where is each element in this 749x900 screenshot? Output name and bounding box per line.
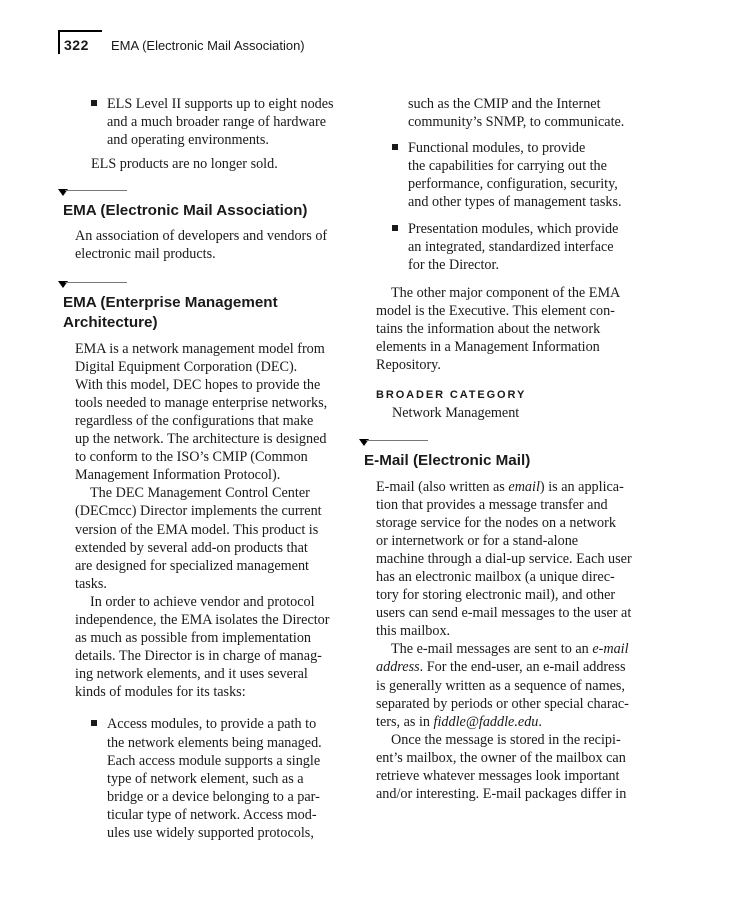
text-line: tools needed to manage enterprise networks, [75, 394, 328, 411]
emphasis: email [508, 478, 540, 495]
text-line: kinds of modules for its tasks: [75, 684, 246, 701]
text-line: has an electronic mailbox (a unique direc- [376, 568, 615, 585]
text-line: details. The Director is in charge of manag- [75, 648, 322, 665]
entry-heading-ema-arch-cont: Architecture) [63, 313, 158, 331]
emphasis: e-mail [592, 641, 629, 658]
bullet-square-icon [392, 144, 398, 150]
text-line: and a much broader range of hardware [107, 114, 327, 131]
header-rule-horizontal [58, 30, 102, 32]
text-line: ent’s mailbox, the owner of the mailbox can [376, 749, 626, 766]
text-line: bridge or a device belonging to a par- [107, 788, 320, 805]
els-note: ELS products are no longer sold. [91, 156, 278, 173]
text-line: up the network. The architecture is designed [75, 431, 327, 448]
list-item-els-level-2 [60, 95, 350, 149]
entry-heading-ema-mail: EMA (Electronic Mail Association) [63, 202, 308, 220]
text-line: model is the Executive. This element con- [376, 302, 615, 319]
text-line: to conform to the ISO’s CMIP (Common [75, 449, 308, 466]
text-line: tion that provides a message transfer and [376, 496, 608, 513]
broader-category-value: Network Management [392, 405, 520, 422]
text-line: ticular type of network. Access mod- [107, 806, 317, 823]
text-line [376, 478, 651, 496]
right-column [361, 95, 651, 803]
text-line: separated by periods or other special charac- [376, 695, 629, 712]
text-line: retrieve whatever messages look important [376, 768, 620, 784]
text-line: EMA is a network management model from [75, 340, 325, 357]
list-item-access-modules-cont [361, 95, 651, 131]
text-line: are designed for specialized management [75, 557, 309, 574]
list-item-presentation-modules [361, 220, 651, 274]
text-run: . [538, 713, 542, 730]
text-run: ) is an applica- [539, 478, 624, 495]
paragraph [361, 640, 651, 730]
text-line: users can send e-mail messages to the user at [376, 605, 632, 622]
text-line: and operating environments. [107, 132, 269, 149]
text-line: tains the information about the network [376, 321, 601, 338]
paragraph [60, 593, 350, 702]
paragraph [361, 284, 651, 374]
text-run: E-mail (also written as [376, 478, 509, 495]
term-marker [361, 439, 651, 451]
text-line: is generally written as a sequence of names, [376, 677, 625, 694]
running-title: EMA (Electronic Mail Association) [111, 38, 305, 53]
text-line: In order to achieve vendor and protocol [90, 593, 315, 610]
marker-rule [65, 282, 127, 283]
text-run: . For the end-user, an e-mail address [419, 659, 626, 676]
text-line: With this model, DEC hopes to provide the [75, 376, 321, 393]
text-line: elements in a Management Information [376, 339, 600, 356]
emphasis: fiddle@faddle.edu [433, 713, 539, 730]
text-line: The DEC Management Control Center [90, 485, 310, 502]
marker-rule [366, 440, 428, 441]
text-line: Repository. [376, 357, 441, 374]
text-line: extended by several add-on products that [75, 539, 308, 556]
text-line: regardless of the configurations that make [75, 412, 314, 429]
entry-body-ema-mail [60, 227, 350, 263]
text-line: Each access module supports a single [107, 752, 321, 769]
term-marker [60, 281, 350, 293]
text-line [376, 640, 651, 658]
text-line: and other types of management tasks. [408, 194, 622, 211]
text-line: Once the message is stored in the recipi- [391, 731, 621, 748]
bullet-square-icon [392, 225, 398, 231]
text-line: machine through a dial-up service. Each user [376, 550, 632, 567]
text-line: (DECmcc) Director implements the current [75, 503, 322, 520]
text-run: The e-mail messages are sent to an [391, 641, 593, 658]
text-line: the network elements being managed. [107, 734, 322, 751]
bullet-square-icon [91, 100, 97, 106]
text-line: Presentation modules, which provide [408, 220, 619, 237]
text-run: ters, as in [376, 713, 434, 730]
text-line [376, 658, 651, 676]
text-line: and/or interesting. E-mail packages differ in [376, 786, 627, 803]
paragraph [60, 340, 350, 485]
text-line: electronic mail products. [75, 246, 216, 263]
list-item-functional-modules [361, 139, 651, 211]
list-item-access-modules [60, 715, 350, 842]
text-line: ing network elements, and it uses several [75, 666, 308, 683]
text-line: as much as possible from implementation [75, 630, 312, 647]
text-line: an integrated, standardized interface [408, 238, 614, 255]
text-line: ELS Level II supports up to eight nodes [107, 96, 334, 112]
text-line: or internetwork or for a stand-alone [376, 532, 579, 549]
marker-rule [65, 190, 127, 191]
entry-heading-ema-arch: EMA (Enterprise Management [63, 293, 278, 311]
left-column [60, 95, 350, 842]
entry-heading-email: E-Mail (Electronic Mail) [364, 451, 531, 469]
text-line: for the Director. [408, 256, 499, 273]
text-line: performance, configuration, security, [408, 176, 618, 193]
text-line: the capabilities for carrying out the [408, 158, 607, 175]
paragraph [361, 478, 651, 641]
text-line [376, 713, 651, 731]
text-line: community’s SNMP, to communicate. [408, 114, 625, 131]
text-line: such as the CMIP and the Internet [408, 96, 601, 112]
text-line: ules use widely supported protocols, [107, 825, 314, 841]
text-line: version of the EMA model. This product is [75, 521, 319, 538]
text-line: independence, the EMA isolates the Director [75, 611, 330, 628]
bullet-square-icon [91, 720, 97, 726]
text-line: type of network element, such as a [107, 770, 304, 787]
text-line: The other major component of the EMA [391, 284, 621, 301]
broader-category-label: BROADER CATEGORY [376, 389, 527, 402]
term-marker [60, 189, 350, 201]
page-number: 322 [64, 37, 89, 53]
text-line: storage service for the nodes on a network [376, 514, 616, 531]
text-line: tasks. [75, 575, 107, 592]
text-line: tory for storing electronic mail), and other [376, 587, 616, 604]
header-rule-vertical [58, 30, 60, 54]
paragraph [361, 731, 651, 803]
text-line: Digital Equipment Corporation (DEC). [75, 358, 298, 375]
text-line: An association of developers and vendors of [75, 228, 328, 245]
paragraph [60, 484, 350, 593]
text-line: Management Information Protocol). [75, 467, 281, 484]
emphasis: address [376, 659, 420, 676]
text-line: Access modules, to provide a path to [107, 716, 317, 733]
text-line: Functional modules, to provide [408, 140, 586, 157]
text-line: this mailbox. [376, 623, 451, 640]
